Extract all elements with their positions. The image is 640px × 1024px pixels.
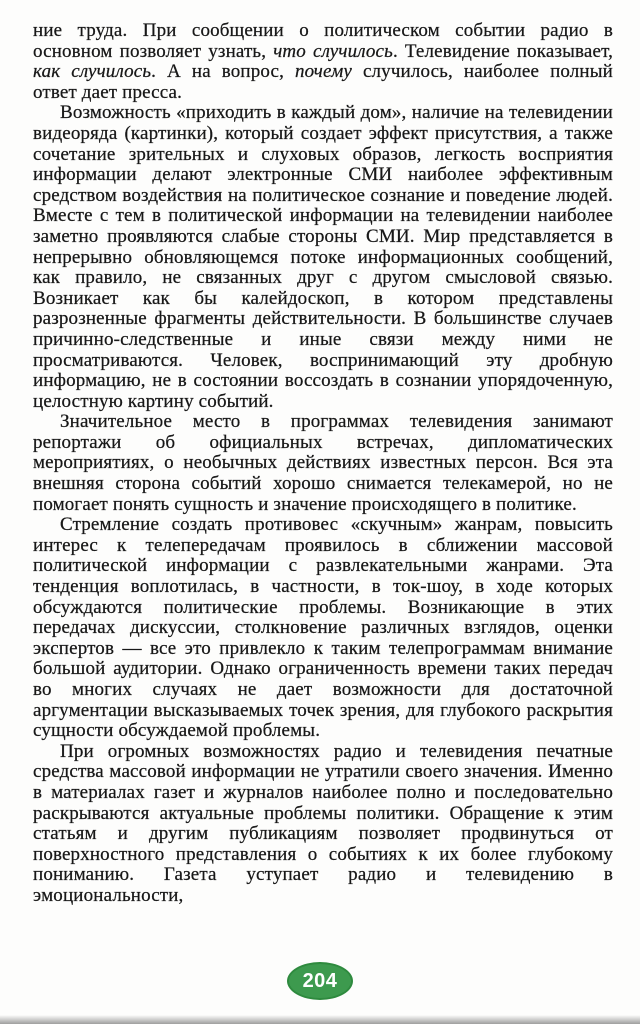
page-number-badge [287,962,353,1000]
text-run: ние труда. При сообщении о политическом событии радио в основном позволяет узнать, [33,20,613,62]
emphasis-text: как случилось [33,61,152,83]
text-run: случилось, наиболее полный ответ дает пресса. [33,61,613,103]
paragraph [33,21,613,103]
text-run: . Телевидение показывает, [392,40,614,62]
text-run: Стремление создать противовес «скучным» жанрам, повысить интерес к телепередачам проявилось в сближении массовой политической информации с развлекательными жанрами. Эта тенденция воплотилась, в частности, в ток-шоу, в ходе которых обсуждаются политические проблемы. Возникающие в этих передачах дискуссии, столкновение различных взглядов, оценки экспертов — все это привлекло к таким телепрограммам внимание большой аудитории. Однако ограниченность времени таких передач во многих случаях не дает возможности для достаточной аргументации высказываемых точек зрения, для глубокого раскрытия сущности обсуждаемой проблемы. [33,514,613,742]
page-number: 204 [302,969,338,992]
emphasis-text: что случилось [273,40,393,62]
paragraph [33,742,613,907]
scan-edge-shadow [0,1015,640,1024]
text-run: Значительное место в программах телевидения занимают репортажи об официальных встречах, дипломатических мероприятиях, о необычных действиях известных персон. Вся эта внешняя сторона событий хорошо снимается телекамерой, но не помогает понять сущность и значение происходящего в политике. [33,411,613,515]
text-run: При огромных возможностях радио и телевидения печатные средства массовой информации не утратили своего значения. Именно в материалах газет и журналов наиболее полно и последовательно раскрываются актуальные проблемы политики. Обращение к этим статьям и другим публикациям позволяет продвинуться от поверхностного представления о событиях к их более глубокому пониманию. Газета уступает радио и телевидению в эмоциональности, [33,740,613,906]
text-run: Возможность «приходить в каждый дом», наличие на телевидении видеоряда (картинки), который создает эффект присутствия, а также сочетание зрительных и слуховых образов, легкость восприятия информации делают электронные СМИ наиболее эффективным средством воздействия на политическое сознание и поведение людей. Вместе с тем в политической информации на телевидении наиболее заметно проявляются слабые стороны СМИ. Мир представляется в непрерывно обновляющемся потоке информационных сообщений, как правило, не связанных друг с другом смысловой связью. Возникает как бы калейдоскоп, в котором представлены разрозненные фрагменты действительности. В большинстве случаев причинно-следственные и иные связи между ними не просматриваются. Человек, воспринимающий эту дробную информацию, не в состоянии воссоздать в сознании упорядоченную, целостную картину событий. [33,102,613,412]
emphasis-text: почему [294,61,352,83]
paragraph [33,412,613,515]
paragraph [33,103,613,412]
text-run: . А на вопрос, [151,61,295,83]
paragraph [33,515,613,742]
page-text [33,21,613,907]
